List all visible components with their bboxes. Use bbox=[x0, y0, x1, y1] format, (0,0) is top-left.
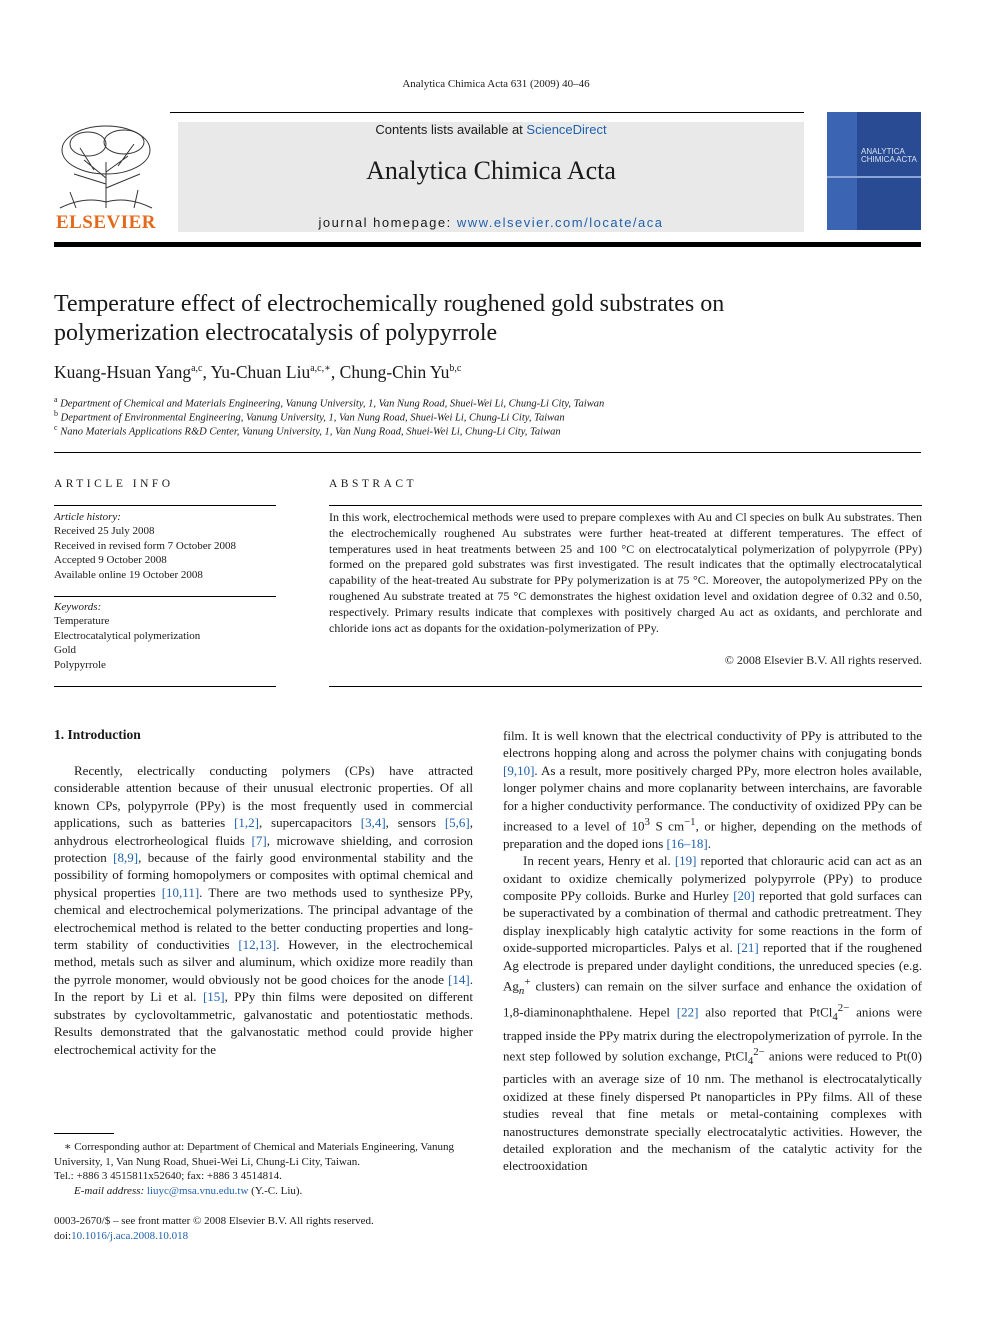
doi-line bbox=[54, 1229, 374, 1244]
citation-link[interactable]: [1,2] bbox=[234, 815, 259, 831]
elsevier-logo bbox=[54, 122, 158, 234]
citation-link[interactable]: [12,13] bbox=[238, 937, 277, 953]
author-affil-mark: a,c bbox=[191, 363, 203, 375]
history-item: Received 25 July 2008 bbox=[54, 525, 155, 538]
citation-link[interactable]: [21] bbox=[737, 940, 759, 956]
affiliation bbox=[54, 409, 565, 424]
citation-link[interactable]: [3,4] bbox=[360, 815, 386, 831]
citation-link[interactable]: [20] bbox=[733, 887, 755, 903]
paragraph: In recent years, Henry et al. [19] reported that chlorauric acid can act as an oxidant to oxidize chemically polymerized polypyrrole (PPy) to produce composite PPy colloids. Burke and Hurley [20] reported that gold surfaces can be superactivated by a combination of thermal and cathodic pretreatment. They display inexplicably high catalytic activity for some reactions in the form of oxide-supported microparticles. Palys et al. [21] reported that if the roughened Ag electrode is prepared under daylight conditions, the unreduced species (e.g. $Ag_n^+$ clusters) can remain on the silver surface and enhance the oxidation of 1,8-diaminonaphthalene. Hepel [22] also reported that PtCl$_4^{2-}$ anions were trapped inside the PPy matrix during the electropolymerization of pyrrole. In the next step followed by solution exchange, PtCl$_4^{2-}$ anions were reduced to Pt(0) particles with an average size of 10 nm. The methanol is electrocatalytically oxidized at these finely dispersed Pt nanoparticles in PPy films. All of these studies reveal that fine metals or metal-containing complexes with nanostructures demonstrate specially electrocatalytic activities. However, the detailed exploration and the mechanism of the catalytic activity for the electrooxidation bbox=[503, 853, 923, 1174]
header-rule bbox=[170, 112, 804, 113]
body-column-right bbox=[503, 727, 922, 1175]
paragraph: film. It is well known that the electrical conductivity of PPy is attributed to the electrons hopping along and across the polymer chains with conjugating bonds [9,10]. As a result, more positively charged PPy, more electron holes available, longer polymer chains and more coplanarity between interchains, are favorable for a higher conductivity performance. The conductivity of oxidized PPy can be increased to a level of $10^3$ S $cm^{-1}$, or higher, depending on the methods of preparation and the doped ions [16–18]. bbox=[503, 728, 922, 851]
body-column-left bbox=[54, 762, 473, 1058]
author-name: Kuang-Hsuan Yang bbox=[54, 362, 192, 382]
tree-icon bbox=[54, 122, 158, 210]
publisher-wordmark: ELSEVIER bbox=[55, 212, 157, 233]
footnote bbox=[54, 1140, 474, 1198]
citation-link[interactable]: [8,9] bbox=[113, 850, 139, 866]
cover-title: ANALYTICA CHIMICA ACTA bbox=[861, 147, 917, 164]
affiliation-mark: b bbox=[54, 409, 58, 418]
affiliation-mark: c bbox=[54, 423, 58, 432]
section-heading: 1. Introduction bbox=[54, 727, 141, 742]
citation-link[interactable]: [22] bbox=[676, 1004, 699, 1020]
journal-cover bbox=[827, 112, 921, 230]
history-item: Received in revised form 7 October 2008 bbox=[54, 539, 237, 552]
author-affil-mark: b,c bbox=[449, 363, 462, 375]
article-info-heading: ARTICLE INFO bbox=[54, 478, 174, 490]
affiliation-rule bbox=[54, 452, 921, 453]
citation-link[interactable]: [19] bbox=[674, 853, 697, 869]
journal-name: Analytica Chimica Acta bbox=[366, 156, 616, 185]
doi-link[interactable]: 10.1016/j.aca.2008.10.018 bbox=[71, 1229, 189, 1242]
citation-link[interactable]: [5,6] bbox=[444, 815, 470, 831]
citation-link[interactable]: [7] bbox=[251, 832, 267, 848]
history-item: Accepted 9 October 2008 bbox=[54, 554, 167, 567]
abstract-heading: ABSTRACT bbox=[329, 478, 418, 490]
keyword: Gold bbox=[54, 644, 76, 657]
running-head: Analytica Chimica Acta 631 (2009) 40–46 bbox=[402, 78, 590, 90]
keywords-rule bbox=[54, 596, 276, 597]
citation-link[interactable]: [16–18] bbox=[666, 835, 708, 851]
citation-link[interactable]: [14] bbox=[448, 971, 470, 987]
affiliation bbox=[54, 395, 604, 410]
keywords-label: Keywords: bbox=[54, 601, 102, 613]
journal-homepage bbox=[178, 215, 804, 230]
homepage-link[interactable]: www.elsevier.com/locate/aca bbox=[456, 215, 664, 230]
citation-link[interactable]: [15] bbox=[202, 989, 225, 1005]
footnote-rule bbox=[54, 1133, 114, 1134]
issn-line: 0003-2670/$ – see front matter © 2008 Elsevier B.V. All rights reserved. bbox=[54, 1215, 374, 1227]
email-line bbox=[54, 1184, 474, 1199]
phone-fax: Tel.: +886 3 4515811x52640; fax: +886 3 4514814. bbox=[54, 1170, 282, 1182]
abstract-text: In this work, electrochemical methods were used to prepare complexes with Au and Cl species on bulk Au substrates. Then the electrochemically roughened Au substrates were further heat-treated at different temperatures. The effect of temperatures used in heat treatments between 25 and 100 °C on electrocatalytical polymerization of polypyrrole (PPy) formed on the prepared gold substrates was first investigated. The result indicates that the optimally electrocatalytical capability of the heat-treated Au substrate for PPy polymerization is at 75 °C. Moreover, the autopolymerized PPy on the roughened Au substrate treated at 75 °C demonstrates the highest oxidation level and oxidation degree of 0.32 and 0.50, respectively. Primary results indicate that complexes with positively charged Au act as oxidants, and perchlorate and chloride ions act as dopants for the oxidation-polymerization of PPy. bbox=[329, 510, 922, 635]
contents-prefix: Contents lists available at bbox=[375, 122, 527, 137]
abstract-copyright: © 2008 Elsevier B.V. All rights reserved. bbox=[724, 653, 922, 667]
history-label: Article history: bbox=[54, 511, 121, 523]
corresponding-author-note: ∗ Corresponding author at: Department of Chemical and Materials Engineering, Vanung University, 1, Van Nung Road, Shuei-Wei Li, Chung-Li City, Taiwan. bbox=[54, 1141, 455, 1168]
article-title: Temperature effect of electrochemically roughened gold substrates on polymerization electrocatalysis of polypyrrole bbox=[54, 291, 725, 346]
article-info-rule bbox=[54, 505, 276, 506]
sciencedirect-link[interactable]: ScienceDirect bbox=[526, 122, 607, 137]
journal-banner bbox=[178, 122, 804, 232]
article-info-bottom-rule bbox=[54, 686, 276, 687]
keyword: Electrocatalytical polymerization bbox=[54, 629, 201, 642]
author-affil-mark: a,c,∗ bbox=[310, 363, 331, 375]
author-list: Kuang-Hsuan Yang$^{a,c}$, Yu-Chuan Liu$^{a,c,∗}$, Chung-Chin Yu$^{b,c}$ bbox=[54, 362, 462, 382]
corresponding-author-text: Corresponding author at: Department of Chemical and Materials Engineering, Vanung University, 1, Van Nung Road, Shuei-Wei Li, Chung-Li City, Taiwan. bbox=[54, 1141, 455, 1168]
abstract-bottom-rule bbox=[329, 686, 922, 687]
affiliation-text: Department of Environmental Engineering, Vanung University, 1, Van Nung Road, Shuei-Wei Li, Chung-Li City, Taiwan bbox=[60, 412, 565, 424]
affiliation-text: Department of Chemical and Materials Engineering, Vanung University, 1, Van Nung Road, Shuei-Wei Li, Chung-Li City, Taiwan bbox=[60, 398, 605, 410]
email-suffix: (Y.-C. Liu). bbox=[251, 1184, 303, 1197]
keyword: Polypyrrole bbox=[54, 658, 106, 671]
email-label: E-mail address: bbox=[74, 1184, 145, 1197]
citation-link[interactable]: [9,10] bbox=[503, 762, 535, 778]
contents-line bbox=[178, 122, 804, 137]
citation-link[interactable]: [10,11] bbox=[161, 884, 200, 900]
homepage-prefix: journal homepage: bbox=[318, 215, 457, 230]
history-item: Available online 19 October 2008 bbox=[54, 568, 203, 581]
affiliation bbox=[54, 423, 561, 438]
affiliation-mark: a bbox=[54, 395, 58, 404]
doi-prefix: doi: bbox=[54, 1229, 72, 1242]
cover-stripe bbox=[827, 176, 921, 178]
author-name: Yu-Chuan Liu bbox=[210, 362, 311, 382]
author-name: Chung-Chin Yu bbox=[339, 362, 450, 382]
email-link[interactable]: liuyc@msa.vnu.edu.tw bbox=[146, 1184, 249, 1197]
keyword: Temperature bbox=[54, 615, 110, 628]
cover-bar bbox=[827, 112, 857, 230]
publication-info bbox=[54, 1214, 374, 1243]
keywords bbox=[54, 600, 276, 672]
paragraph: Recently, electrically conducting polymers (CPs) have attracted considerable attention because of their unusual electronic properties. Of all known CPs, polypyrrole (PPy) is the most frequently used in commercial applications, such as batteries [1,2], supercapacitors [3,4], sensors [5,6], anhydrous electrorheological fluids [7], microwave shielding, and corrosion protection [8,9], because of the fairly good environmental stability and the possibility of forming homopolymers or composites with optimal chemical and physical properties [10,11]. There are two methods used to synthesize PPy, chemical and electrochemical polymerizations. The principal advantage of the electrochemical method is related to the better conducting properties and long-term stability of conductivities [12,13]. However, in the electrochemical method, metals such as silver and aluminum, which oxidize more readily than the pyrrole monomer, would obviously not be good choices for the anode [14]. In the report by Li et al. [15], PPy thin films were deposited on different substrates by cyclovoltammetric, galvanostatic and potentiostatic methods. Results demonstrated that the galvanostatic method could provide higher electrochemical activity for the bbox=[54, 763, 473, 1057]
article-history bbox=[54, 510, 276, 582]
affiliation-text: Nano Materials Applications R&D Center, Vanung University, 1, Van Nung Road, Shuei-Wei Li, Chung-Li City, Taiwan bbox=[60, 426, 561, 438]
header-thick-rule bbox=[54, 242, 921, 247]
abstract-rule bbox=[329, 505, 922, 506]
